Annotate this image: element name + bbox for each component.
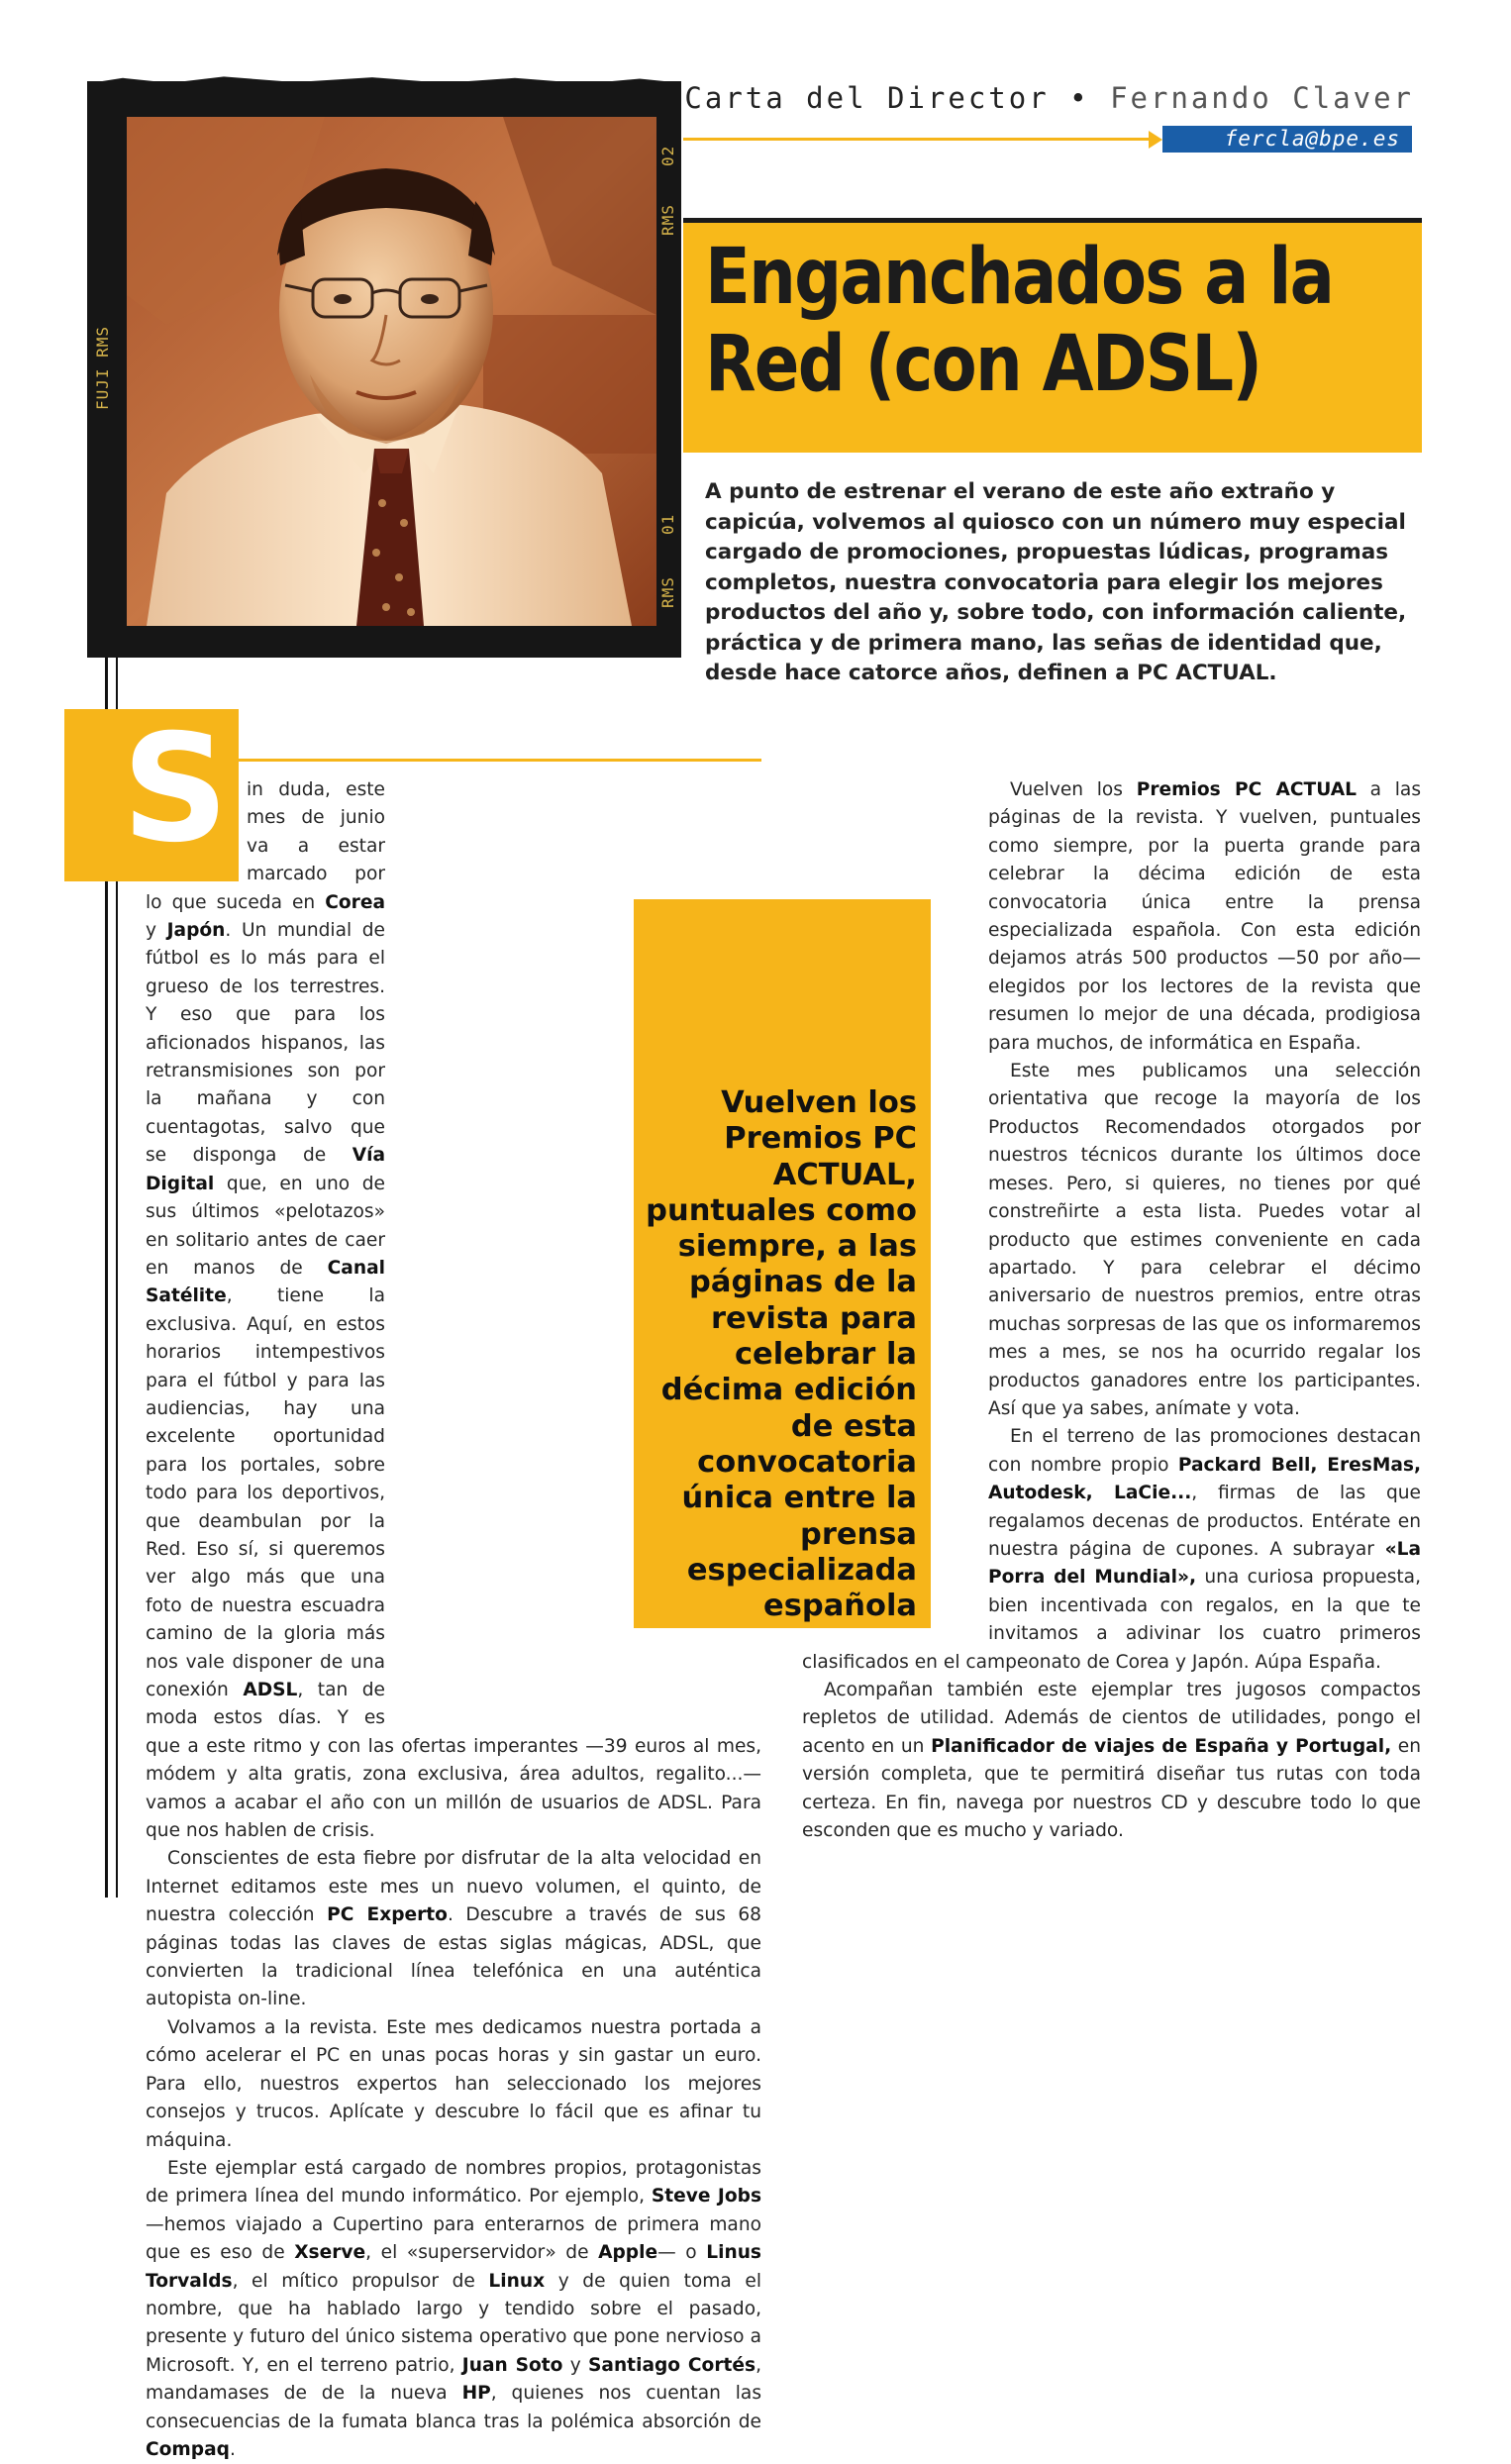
paragraph-3: Volvamos a la revista. Este mes dedicamos nuestra portada a cómo acelerar el PC en unas pocas horas y sin gastar un euro. Para ello, nuestros expertos han seleccionado los mejores consejos y trucos. Aplícate y descubre lo fácil que es afinar tu máquina.: [146, 2016, 761, 2151]
section-header: [684, 81, 1414, 115]
paragraph-4: Este ejemplar está cargado de nombres propios, protagonistas de primera línea del mundo informático. Por ejemplo, Steve Jobs —hemos viajado a Cupertino para enterarnos de primera mano que es eso de Xserve, el «superservidor» de Apple— o Linus Torvalds, el mítico propulsor de Linux y de quien toma el nombre, que ha hablado largo y tendido sobre el pasado, presente y futuro del único sistema operativo que pone nervioso a Microsoft. Y, en el terreno patrio, Juan Soto y Santiago Cortés, mandamases de de la nueva HP, quienes nos cuentan las consecuencias de la fumata blanca tras la polémica absorción de Compaq.: [146, 2157, 762, 2460]
article-title-line-1: Enganchados a la: [705, 233, 1334, 322]
director-photo: [127, 117, 656, 626]
film-frame-code-top: RMS: [658, 204, 677, 236]
header-separator: •: [1069, 81, 1090, 115]
film-brand-label: FUJI RMS: [93, 325, 112, 410]
director-portrait-image: [127, 117, 656, 626]
arrow-right-icon: [1149, 131, 1162, 149]
paragraph-1: in duda, este mes de junio va a estar marcado por lo que suceda en Corea y Japón. Un mundial de fútbol es lo más para el grueso de los terrestres. Y eso que para los aficionados hispanos, las retransmisiones son por la mañana y con cuentagotas, salvo que se disponga de Vía Digital que, en uno de sus últimos «pelotazos» en solitario antes de caer en manos de Canal Satélite, tiene la exclusiva. Aquí, en estos horarios intempestivos para el fútbol y para las audiencias, hay una excelente oportunidad para los portales, sobre todo para los deportivos, que deambulan por la Red. Eso sí, si queremos ver algo más que una foto de nuestra escuadra camino de la gloria más nos vale disponer de una conexión ADSL, tan de moda estos días. Y es que a este ritmo y con las ofertas imperantes —39 euros al mes, módem y alta gratis, zona exclusiva, área adultos, regalito...— vamos a acabar el año con un millón de usuarios de ADSL. Para que nos hablen de crisis.: [146, 779, 761, 1842]
pull-quote: Vuelven los Premios PC ACTUAL, puntuales como siempre, a las páginas de la revista para celebrar la décima edición de esta convocatoria única entre la prensa especializada española: [646, 1085, 917, 1624]
article-title: [705, 233, 1334, 409]
article-column-2: [802, 776, 1421, 1901]
paragraph-5: Vuelven los Premios PC ACTUAL a las páginas de la revista. Y vuelven, puntuales como siempre, por la puerta grande para celebrar la décima edición de esta convocatoria única entre la prensa especializada española. Con esta edición dejamos atrás 500 productos —50 por año— elegidos por los lectores de la revista que resumen lo mejor de una década, prodigiosa para muchos, de informática en España.: [988, 779, 1422, 1054]
column-top-rule: [239, 759, 761, 762]
section-name: Carta del Director: [684, 81, 1050, 115]
author-name: Fernando Claver: [1110, 81, 1414, 115]
author-email[interactable]: fercla@bpe.es: [1162, 126, 1412, 153]
paragraph-8: Acompañan también este ejemplar tres jugosos compactos repletos de utilidad. Además de cientos de utilidades, pongo el acento en un Planificador de viajes de España y Portugal, en versión completa, que te permitirá diseñar tus rutas con toda certeza. En fin, navega por nuestros CD y descubre todo lo que esconden que es mucho y variado.: [802, 1680, 1421, 1842]
article-title-line-2: Red (con ADSL): [705, 320, 1261, 409]
drop-cap-letter: S: [121, 703, 229, 875]
paragraph-2: Conscientes de esta fiebre por disfrutar de la alta velocidad en Internet editamos este mes un nuevo volumen, el quinto, de nuestra colección PC Experto. Descubre a través de sus 68 páginas todas las claves de estas siglas mágicas, ADSL, que convierten la tradicional línea telefónica en una auténtica autopista on-line.: [146, 1848, 762, 2010]
paragraph-6: Este mes publicamos una selección orientativa que recoge la mayoría de los Productos Recomendados otorgados por nuestros técnicos durante los últimos doce meses. Pero, si quieres, no tienes por qué constreñirte a esta lista. Puedes votar al producto que estimes conveniente en cada apartado. Y para celebrar el décimo aniversario de nuestros premios, entre otras muchas sorpresas de las que os informaremos mes a mes, se nos ha ocurrido regalar los productos ganadores entre los participantes. Así que ya sabes, anímate y vota.: [988, 1061, 1421, 1419]
film-frame-code-bottom: RMS: [658, 576, 677, 608]
article-lead: A punto de estrenar el verano de este año extraño y capicúa, volvemos al quiosco con un número muy especial cargado de promociones, propuestas lúdicas, programas completos, nuestra convocatoria para elegir los mejores productos del año y, sobre todo, con información caliente, práctica y de primera mano, las señas de identidad que, desde hace catorce años, definen a PC ACTUAL.: [705, 479, 1407, 685]
article-column-1: [146, 776, 762, 2460]
film-frame-number-bottom: 01: [658, 513, 677, 535]
paragraph-7: En el terreno de las promociones destacan con nombre propio Packard Bell, EresMas, Autodesk, LaCie..., firmas de las que regalamos decenas de productos. Entérate en nuestra página de cupones. A subrayar «La Porra del Mundial», una curiosa propuesta, bien incentivada con regalos, en la que te invitamos a adivinar los cuatro primeros clasificados en el campeonato de Corea y Japón. Aúpa España.: [802, 1426, 1422, 1673]
film-frame-number-top: 02: [658, 145, 677, 166]
arrow-line: [683, 138, 1158, 141]
